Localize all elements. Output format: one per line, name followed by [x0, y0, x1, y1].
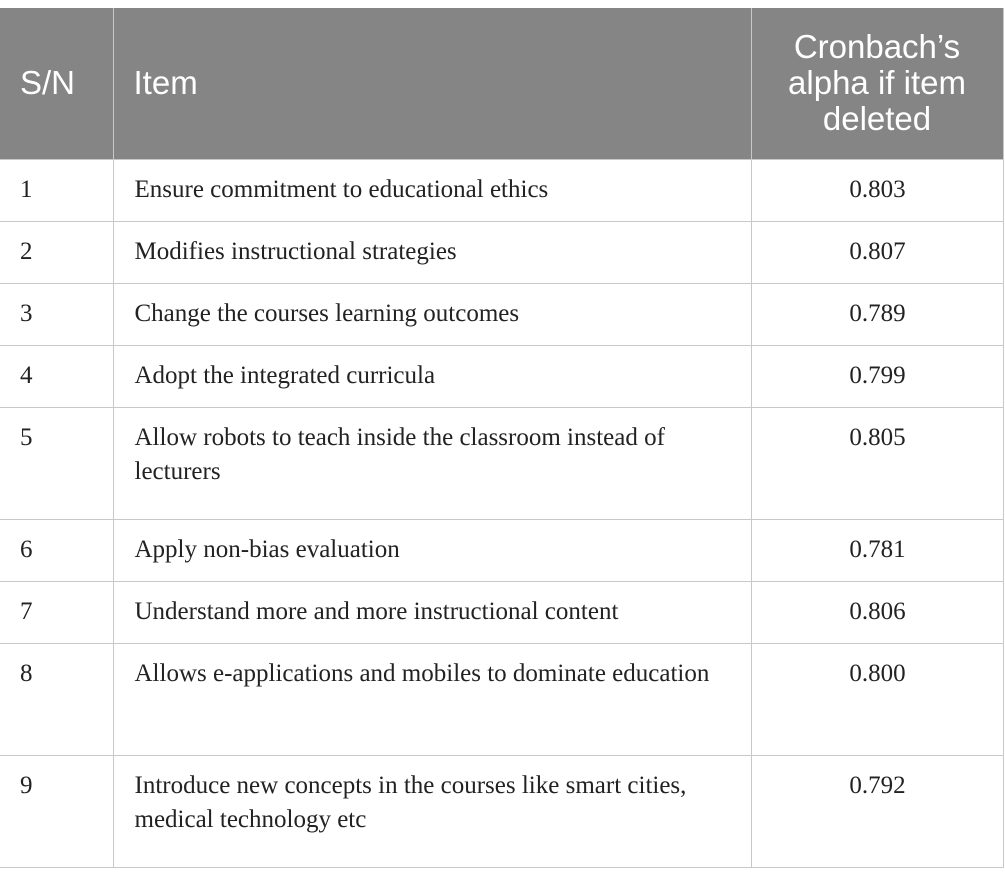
- cell-sn: 2: [0, 221, 113, 283]
- table-row: [0, 221, 1003, 283]
- cell-item: Change the courses learning outcomes: [113, 283, 751, 345]
- table-body: [0, 159, 1003, 867]
- cell-sn: 3: [0, 283, 113, 345]
- cell-sn: 4: [0, 345, 113, 407]
- cell-sn: 1: [0, 159, 113, 221]
- cell-item: Introduce new concepts in the courses like smart cities, medical technology etc: [113, 755, 751, 867]
- cell-sn: 9: [0, 755, 113, 867]
- cell-alpha: 0.781: [751, 519, 1003, 581]
- cell-alpha: 0.800: [751, 643, 1003, 755]
- cell-item: Apply non-bias evaluation: [113, 519, 751, 581]
- cell-sn: 8: [0, 643, 113, 755]
- cell-alpha: 0.807: [751, 221, 1003, 283]
- cell-item: Modifies instructional strategies: [113, 221, 751, 283]
- reliability-table: [0, 8, 1004, 868]
- table-row: [0, 581, 1003, 643]
- cell-alpha: 0.799: [751, 345, 1003, 407]
- cell-item: Allow robots to teach inside the classroom instead of lecturers: [113, 407, 751, 519]
- header-item: Item: [113, 8, 751, 159]
- table-row: [0, 755, 1003, 867]
- cell-alpha: 0.789: [751, 283, 1003, 345]
- header-sn: S/N: [0, 8, 113, 159]
- cell-sn: 5: [0, 407, 113, 519]
- cell-sn: 7: [0, 581, 113, 643]
- table-row: [0, 407, 1003, 519]
- cell-item: Adopt the integrated curricula: [113, 345, 751, 407]
- table-row: [0, 159, 1003, 221]
- table-header: [0, 8, 1003, 159]
- header-alpha: Cronbach’s alpha if item deleted: [751, 8, 1003, 159]
- cell-alpha: 0.792: [751, 755, 1003, 867]
- cell-item: Allows e-applications and mobiles to dominate education: [113, 643, 751, 755]
- cell-item: Ensure commitment to educational ethics: [113, 159, 751, 221]
- table-row: [0, 643, 1003, 755]
- cell-alpha: 0.806: [751, 581, 1003, 643]
- table-row: [0, 519, 1003, 581]
- table-row: [0, 283, 1003, 345]
- cell-alpha: 0.805: [751, 407, 1003, 519]
- cell-item: Understand more and more instructional content: [113, 581, 751, 643]
- cell-alpha: 0.803: [751, 159, 1003, 221]
- header-row: [0, 8, 1003, 159]
- table-row: [0, 345, 1003, 407]
- cell-sn: 6: [0, 519, 113, 581]
